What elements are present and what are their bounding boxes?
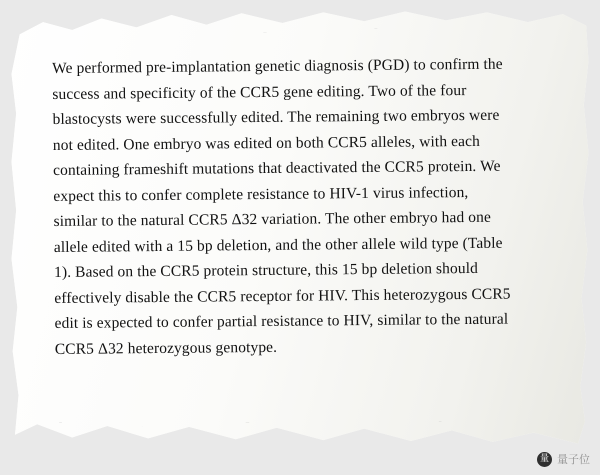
watermark [537, 451, 590, 467]
body-paragraph: We performed pre-implantation genetic diagnosis (PGD) to confirm the success and specificity of the CCR5 gene editing. Two of the four blastocysts were successfully edited. The remaining two embryos were not edited. One embryo was edited on both CCR5 alleles, with each containing frameshift mutations that deactivated the CCR5 protein. We expect this to confer complete resistance to HIV-1 virus infection, similar to the natural CCR5 Δ32 variation. The other embryo had one allele edited with a 15 bp deletion, and the other allele wild type (Table 1). Based on the CCR5 protein structure, this 15 bp deletion should effectively disable the CCR5 receptor for HIV. This heterozygous CCR5 edit is expected to confer partial resistance to HIV, similar to the natural CCR5 Δ32 heterozygous genotype. [52, 55, 511, 358]
document-body [52, 52, 517, 362]
watermark-label: 量子位 [557, 453, 590, 466]
watermark-logo-icon: 量 [537, 452, 552, 467]
